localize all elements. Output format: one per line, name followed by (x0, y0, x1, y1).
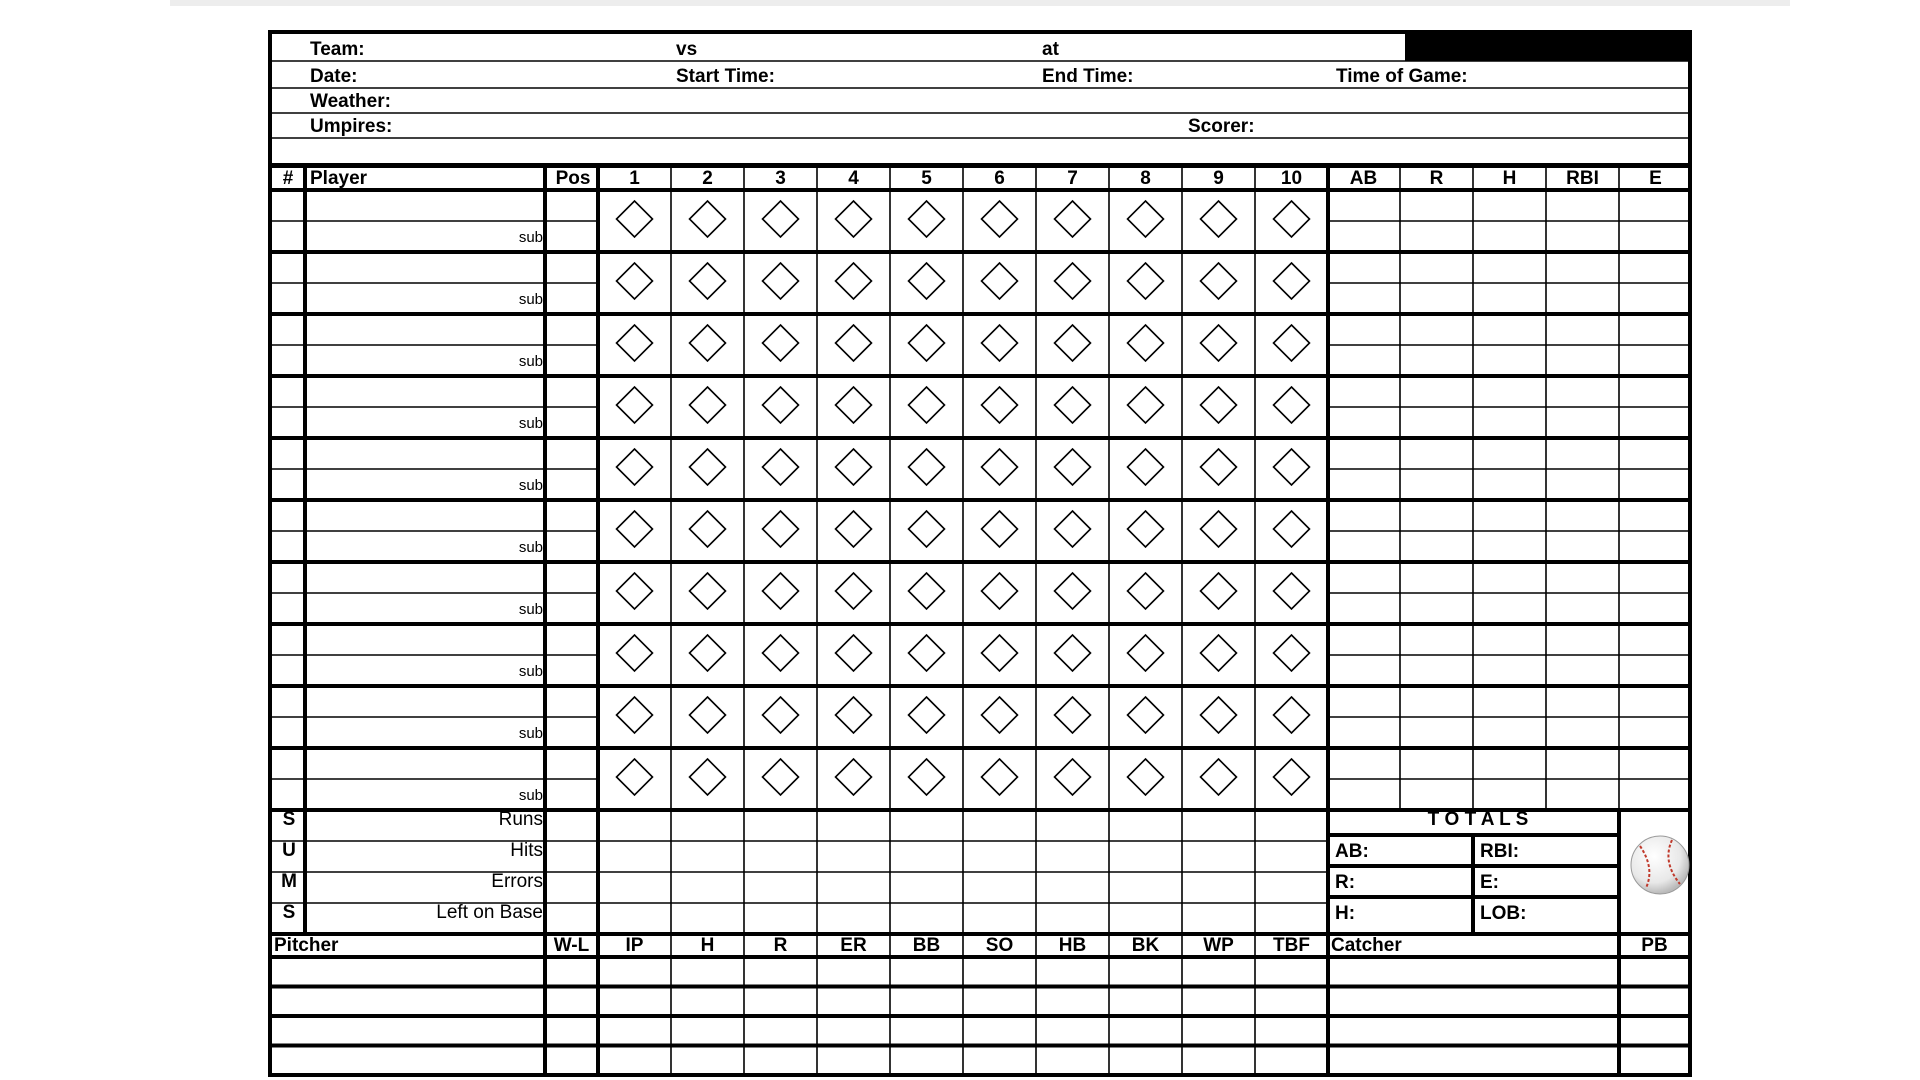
at-bat-diamond (836, 759, 872, 795)
at-bat-diamond (1274, 325, 1310, 361)
col-pos: Pos (555, 168, 591, 189)
at-bat-diamond (763, 759, 799, 795)
at-bat-diamond (909, 263, 945, 299)
at-bat-diamond (617, 573, 653, 609)
inning-header-1: 1 (629, 168, 640, 189)
at-bat-diamond (763, 387, 799, 423)
at-bat-diamond (909, 635, 945, 671)
totals-e-label: E: (1480, 872, 1499, 893)
at-bat-diamond (836, 573, 872, 609)
at-bat-diamond (1055, 511, 1091, 547)
end-time-label: End Time: (1042, 66, 1134, 87)
at-bat-diamond (982, 263, 1018, 299)
sums-letter-4: S (282, 902, 296, 923)
at-bat-diamond (1201, 635, 1237, 671)
game-info-header (270, 32, 1690, 166)
at-bat-diamond (1128, 263, 1164, 299)
at-bat-diamond (1201, 201, 1237, 237)
at-bat-diamond (1128, 697, 1164, 733)
at-bat-diamond (836, 449, 872, 485)
at-bat-diamond (1055, 449, 1091, 485)
pitching-header-bb: BB (912, 935, 941, 956)
pitching-header-pb: PB (1641, 935, 1668, 956)
stat-header-h: H (1502, 168, 1517, 189)
pitching-header-wl: W-L (553, 935, 590, 956)
at-bat-diamond (1201, 325, 1237, 361)
at-bat-diamond (690, 201, 726, 237)
at-bat-diamond (690, 759, 726, 795)
at-bat-diamond (617, 759, 653, 795)
sums-errors-label: Errors (491, 871, 543, 892)
pitching-header-r: R (773, 935, 788, 956)
at-bat-diamond (763, 201, 799, 237)
sums-lob-label: Left on Base (436, 902, 543, 923)
sums-letter-2: U (282, 840, 296, 861)
pitching-header-wp: WP (1203, 935, 1234, 956)
stat-header-rbi: RBI (1566, 168, 1599, 189)
inning-header-8: 8 (1140, 168, 1151, 189)
date-label: Date: (310, 66, 358, 87)
at-bat-diamond (982, 511, 1018, 547)
at-bat-diamond (690, 573, 726, 609)
baseball-icon (1631, 836, 1689, 894)
at-bat-diamond (690, 387, 726, 423)
at-bat-diamond (763, 635, 799, 671)
pitching-header-bk: BK (1131, 935, 1160, 956)
at-bat-diamond (1274, 387, 1310, 423)
at-label: at (1042, 39, 1059, 60)
sub-label: sub (518, 787, 543, 804)
time-of-game-label: Time of Game: (1336, 66, 1468, 87)
at-bat-diamond (1201, 573, 1237, 609)
start-time-label: Start Time: (676, 66, 775, 87)
at-bat-diamond (763, 697, 799, 733)
sub-label: sub (518, 415, 543, 432)
pitching-header-h: H (700, 935, 715, 956)
at-bat-diamond (1128, 573, 1164, 609)
at-bat-diamond (1274, 201, 1310, 237)
at-bat-diamond (690, 697, 726, 733)
at-bat-diamond (617, 325, 653, 361)
at-bat-diamond (982, 325, 1018, 361)
at-bat-diamond (1274, 263, 1310, 299)
inning-header-3: 3 (775, 168, 786, 189)
at-bat-diamond (1201, 697, 1237, 733)
at-bat-diamond (1055, 573, 1091, 609)
at-bat-diamond (836, 263, 872, 299)
at-bat-diamond (763, 449, 799, 485)
at-bat-diamond (982, 201, 1018, 237)
scorer-label: Scorer: (1188, 116, 1255, 137)
umpires-label: Umpires: (310, 116, 393, 137)
at-bat-diamond (617, 449, 653, 485)
stat-header-e: E (1649, 168, 1662, 189)
at-bat-diamond (1055, 263, 1091, 299)
sums-hits-label: Hits (510, 840, 543, 861)
sums-runs-label: Runs (498, 809, 543, 830)
at-bat-diamond (1128, 387, 1164, 423)
at-bat-diamond (1274, 759, 1310, 795)
at-bat-diamond (617, 387, 653, 423)
at-bat-diamond (1055, 759, 1091, 795)
at-bat-diamond (1201, 387, 1237, 423)
header-black-band (1405, 34, 1688, 61)
at-bat-diamond (1128, 635, 1164, 671)
totals-title: T O T A L S (1427, 809, 1529, 830)
at-bat-diamond (836, 387, 872, 423)
pitching-headers (274, 935, 1668, 956)
sub-label: sub (518, 291, 543, 308)
at-bat-diamond (836, 325, 872, 361)
totals-r-label: R: (1335, 872, 1356, 893)
at-bat-diamond (1274, 449, 1310, 485)
grid-lines (270, 165, 1690, 1075)
at-bat-diamond (909, 511, 945, 547)
at-bat-diamond (836, 697, 872, 733)
at-bat-diamond (909, 449, 945, 485)
inning-header-7: 7 (1067, 168, 1078, 189)
at-bat-diamond (690, 511, 726, 547)
at-bat-diamond (1274, 697, 1310, 733)
inning-header-9: 9 (1213, 168, 1224, 189)
inning-header-2: 2 (702, 168, 713, 189)
at-bat-diamond (1055, 697, 1091, 733)
at-bat-diamond (836, 511, 872, 547)
pitching-header-tbf: TBF (1273, 935, 1310, 956)
at-bat-diamond (690, 263, 726, 299)
at-bat-diamond (690, 449, 726, 485)
totals-lob-label: LOB: (1480, 903, 1527, 924)
inning-headers (629, 168, 1302, 189)
team-label: Team: (310, 39, 365, 60)
inning-header-4: 4 (848, 168, 859, 189)
at-bat-diamond (982, 697, 1018, 733)
at-bat-diamond (982, 449, 1018, 485)
inning-header-5: 5 (921, 168, 932, 189)
pitching-header-ip: IP (625, 935, 644, 956)
at-bat-diamond (909, 387, 945, 423)
sub-label: sub (518, 663, 543, 680)
at-bat-diamond (909, 697, 945, 733)
at-bat-diamond (909, 201, 945, 237)
at-bat-diamond (617, 511, 653, 547)
sub-label: sub (518, 477, 543, 494)
at-bat-diamond (1201, 759, 1237, 795)
at-bat-diamond (1055, 635, 1091, 671)
at-bat-diamond (617, 635, 653, 671)
at-bat-diamond (982, 573, 1018, 609)
pitching-header-catcher: Catcher (1331, 935, 1402, 956)
at-bat-diamond (1128, 759, 1164, 795)
at-bat-diamond (763, 511, 799, 547)
at-bat-diamond (909, 759, 945, 795)
at-bat-diamond (1055, 387, 1091, 423)
at-bat-diamond (982, 387, 1018, 423)
pitching-header-hb: HB (1058, 935, 1087, 956)
at-bat-diamond (617, 201, 653, 237)
at-bat-diamond (617, 697, 653, 733)
vs-label: vs (676, 39, 698, 60)
sub-label: sub (518, 725, 543, 742)
at-bat-diamond (1128, 325, 1164, 361)
sub-label: sub (518, 539, 543, 556)
stat-headers (1350, 168, 1662, 189)
at-bat-diamond (1274, 635, 1310, 671)
at-bat-diamond (1274, 511, 1310, 547)
at-bat-diamond (1201, 511, 1237, 547)
at-bat-diamond (836, 201, 872, 237)
totals-rbi-label: RBI: (1480, 841, 1520, 862)
weather-label: Weather: (310, 91, 391, 112)
at-bat-diamond (1274, 573, 1310, 609)
at-bat-diamond (836, 635, 872, 671)
sub-label: sub (518, 601, 543, 618)
at-bat-diamond (1201, 449, 1237, 485)
at-bat-diamond (909, 325, 945, 361)
at-bat-diamond (763, 573, 799, 609)
pitching-header-er: ER (840, 935, 867, 956)
at-bat-diamond (982, 759, 1018, 795)
at-bat-diamond (763, 263, 799, 299)
at-bat-diamond (982, 635, 1018, 671)
inning-header-6: 6 (994, 168, 1005, 189)
at-bat-diamond (763, 325, 799, 361)
at-bat-diamond (690, 635, 726, 671)
at-bat-diamond (690, 325, 726, 361)
sums-section (281, 809, 543, 923)
pitching-header-so: SO (985, 935, 1014, 956)
scorecard-grid (270, 165, 1690, 1075)
sums-letter-1: S (282, 809, 296, 830)
sub-label: sub (518, 229, 543, 246)
at-bat-diamond (1128, 511, 1164, 547)
at-bat-diamond (1128, 449, 1164, 485)
pitching-header-pitcher: Pitcher (274, 935, 339, 956)
at-bat-diamond (909, 573, 945, 609)
at-bat-diamond (1201, 263, 1237, 299)
stat-header-ab: AB (1349, 168, 1378, 189)
totals-h-label: H: (1335, 903, 1356, 924)
inning-header-10: 10 (1280, 168, 1303, 189)
stat-header-r: R (1429, 168, 1444, 189)
totals-ab-label: AB: (1335, 841, 1369, 862)
col-number: # (282, 168, 294, 189)
at-bat-diamond (617, 263, 653, 299)
col-player: Player (310, 168, 368, 189)
sums-letter-3: M (281, 871, 297, 892)
at-bat-diamond (1128, 201, 1164, 237)
at-bat-diamond (1055, 325, 1091, 361)
sub-label: sub (518, 353, 543, 370)
at-bat-diamond (1055, 201, 1091, 237)
